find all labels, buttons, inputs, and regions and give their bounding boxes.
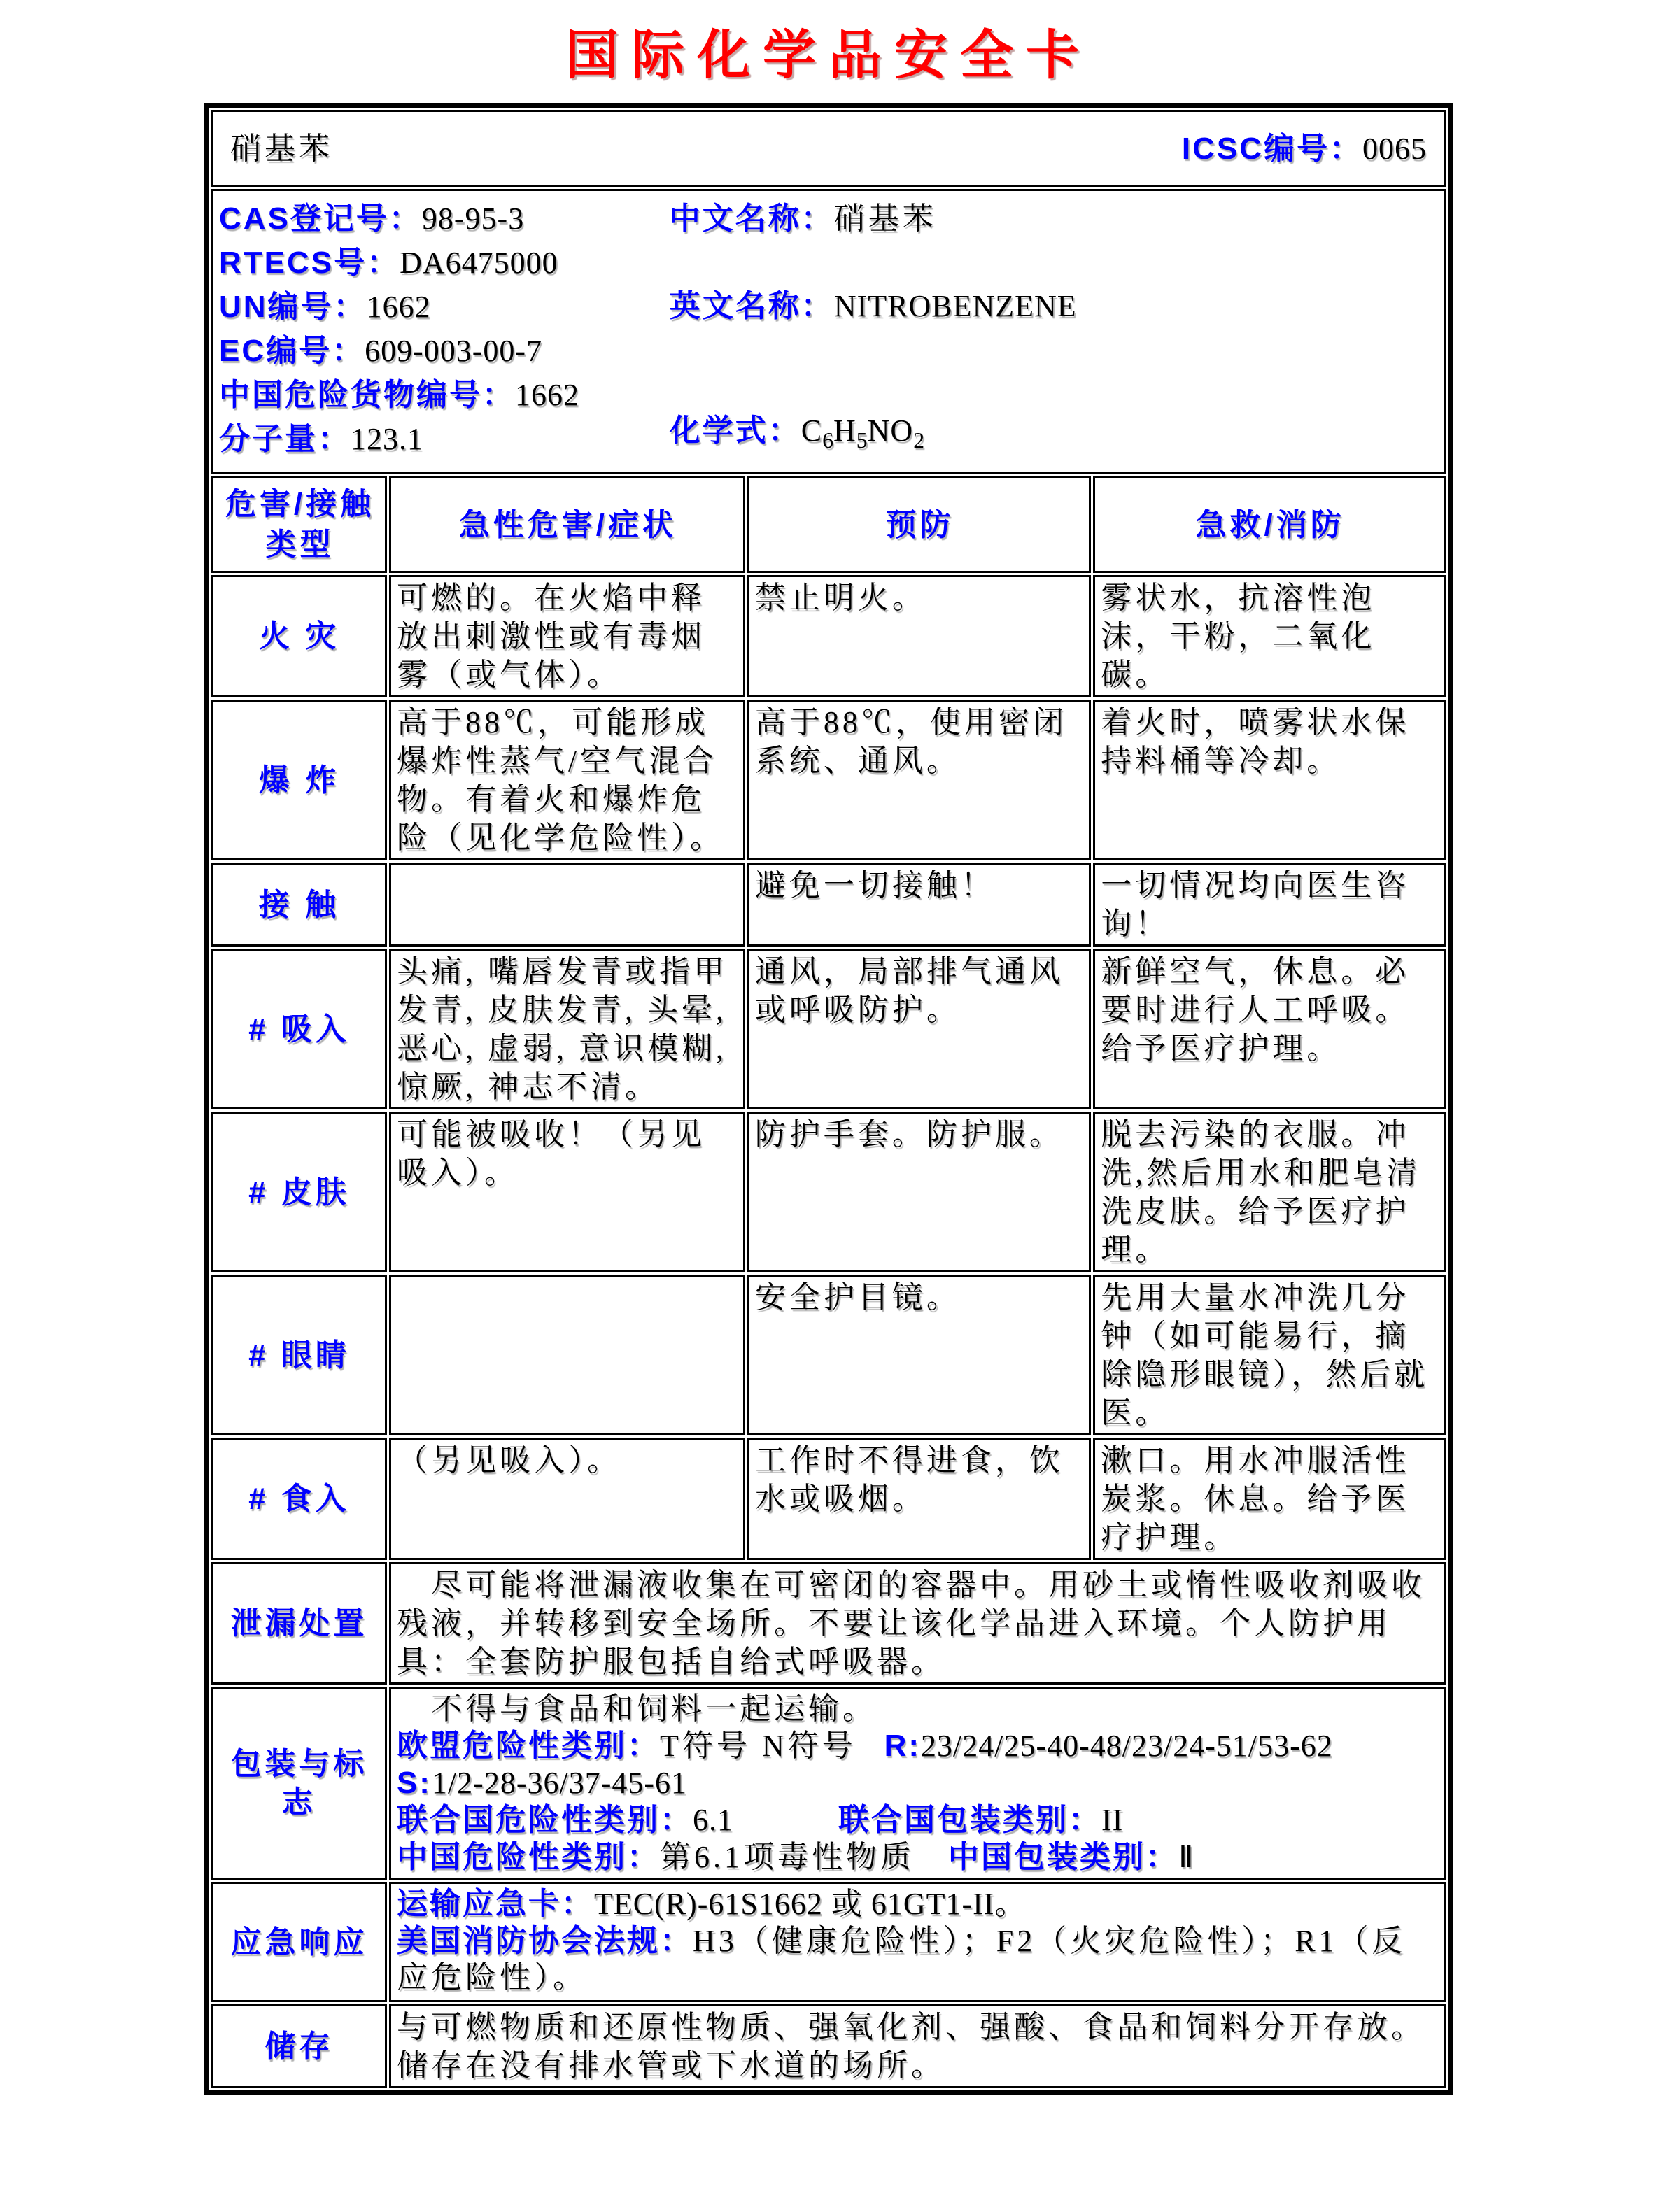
name-row <box>211 110 1446 187</box>
china-dg-number-line <box>219 377 670 413</box>
header-hazard-type-line1: 危害/接触 <box>225 487 375 521</box>
eyes-symptoms <box>389 1275 745 1435</box>
packing-cn-line <box>397 1839 1439 1876</box>
ec-value: 609-003-00-7 <box>365 334 543 368</box>
header-symptoms: 急性危害/症状 <box>389 476 745 573</box>
contact-symptoms <box>389 863 745 947</box>
nfpa-label: 美国消防协会法规： <box>396 1924 693 1958</box>
safety-card <box>204 103 1453 2095</box>
tec-label: 运输应急卡： <box>396 1887 594 1921</box>
un-label: UN编号： <box>219 290 367 324</box>
ingestion-label: # 食入 <box>211 1438 387 1560</box>
explosion-symptoms: 高于88℃，可能形成爆炸性蒸气/空气混合物。有着火和爆炸危险（见化学危险性）。 <box>389 700 745 860</box>
tec-line <box>397 1886 1439 1922</box>
icsc-value: 0065 <box>1362 131 1427 166</box>
tec-value: TEC(R)-61S1662 或 61GT1-II。 <box>593 1887 1027 1921</box>
emergency-label: 应急响应 <box>211 1882 387 2002</box>
english-name-value: NITROBENZENE <box>833 289 1077 323</box>
emergency-row <box>211 1882 1446 2002</box>
formula-label: 化学式： <box>669 413 801 448</box>
packing-eu-line <box>397 1728 1439 1764</box>
ec-label: EC编号： <box>219 334 365 368</box>
identifiers-row <box>211 189 1446 474</box>
packing-transport-note: 不得与食品和饲料一起运输。 <box>396 1692 877 1726</box>
chinese-name-line <box>670 201 1437 237</box>
explosion-response: 着火时，喷雾状水保持料桶等冷却。 <box>1093 700 1446 860</box>
chinese-name-label: 中文名称： <box>669 201 834 236</box>
china-dg-label: 中国危险货物编号： <box>219 378 515 412</box>
cn-class-value: 第6.1项毒性物质 <box>659 1840 915 1874</box>
skin-response: 脱去污染的衣服。冲洗,然后用水和肥皂清洗皮肤。给予医疗护理。 <box>1093 1112 1446 1272</box>
cn-pack-value: Ⅱ <box>1178 1840 1197 1874</box>
identifiers-right <box>669 201 1437 453</box>
chemical-formula: $C_6H_5NO_2$ <box>801 413 925 453</box>
packing-s-line <box>397 1765 1439 1801</box>
eu-class-label: 欧盟危险性类别： <box>396 1729 660 1763</box>
cn-pack-label: 中国包装类别： <box>947 1840 1178 1874</box>
storage-text: 与可燃物质和还原性物质、强氧化剂、强酸、食品和饲料分开存放。储存在没有排水管或下水道的场所。 <box>389 2004 1446 2088</box>
header-response: 急救/消防 <box>1093 476 1446 573</box>
packing-un-line <box>397 1802 1439 1838</box>
hazard-row-fire <box>211 575 1446 697</box>
fire-symptoms: 可燃的。在火焰中释放出刺激性或有毒烟雾（或气体）。 <box>389 575 745 697</box>
storage-row <box>211 2004 1446 2088</box>
inhalation-label: # 吸入 <box>211 949 387 1109</box>
eyes-label: # 眼睛 <box>211 1275 387 1435</box>
hazard-row-eyes <box>211 1275 1446 1435</box>
fire-response: 雾状水，抗溶性泡沫，干粉，二氧化碳。 <box>1093 575 1446 697</box>
eu-class-value: T符号 N符号 <box>659 1729 856 1763</box>
un-pack-value: II <box>1101 1803 1124 1837</box>
rtecs-label: RTECS号： <box>219 246 400 280</box>
hazard-header-row <box>211 476 1446 573</box>
ingestion-symptoms: （另见吸入）。 <box>389 1438 745 1560</box>
china-dg-value: 1662 <box>515 378 579 412</box>
contact-prevention: 避免一切接触！ <box>747 863 1091 947</box>
page-title: 国际化学品安全卡 <box>565 26 1092 85</box>
skin-prevention: 防护手套。防护服。 <box>747 1112 1091 1272</box>
molecular-weight-value: 123.1 <box>351 422 423 456</box>
s-phrases-label: S: <box>396 1766 432 1800</box>
rtecs-value: DA6475000 <box>400 246 558 280</box>
un-class-value: 6.1 <box>692 1803 733 1837</box>
spill-row <box>211 1562 1446 1685</box>
un-number-line <box>219 289 670 325</box>
english-name-line <box>670 288 1437 325</box>
cas-number-line <box>219 201 670 237</box>
skin-label: # 皮肤 <box>211 1112 387 1272</box>
packing-row <box>211 1687 1446 1880</box>
explosion-label: 爆 炸 <box>211 700 387 860</box>
contact-label: 接 触 <box>211 863 387 947</box>
storage-label: 储存 <box>211 2004 387 2088</box>
hazard-row-explosion <box>211 700 1446 860</box>
english-name-label: 英文名称： <box>669 289 834 323</box>
cn-class-label: 中国危险性类别： <box>396 1840 660 1874</box>
packing-label: 包装与标志 <box>211 1687 387 1880</box>
chinese-name-value: 硝基苯 <box>833 201 937 236</box>
hazard-row-inhalation <box>211 949 1446 1109</box>
r-phrases-value: 23/24/25-40-48/23/24-51/53-62 <box>921 1729 1333 1763</box>
nfpa-line <box>397 1923 1439 1996</box>
s-phrases-value: 1/2-28-36/37-45-61 <box>431 1766 688 1800</box>
header-hazard-type <box>211 476 387 573</box>
header-prevention: 预防 <box>747 476 1091 573</box>
ec-number-line <box>219 333 670 369</box>
emergency-content <box>389 1882 1446 2002</box>
inhalation-response: 新鲜空气，休息。必要时进行人工呼吸。给予医疗护理。 <box>1093 949 1446 1109</box>
identifiers-left <box>219 201 670 465</box>
hazard-row-ingestion <box>211 1438 1446 1560</box>
hazard-row-skin <box>211 1112 1446 1272</box>
spill-label: 泄漏处置 <box>211 1562 387 1685</box>
ingestion-prevention: 工作时不得进食，饮水或吸烟。 <box>747 1438 1091 1560</box>
cas-value: 98-95-3 <box>421 201 525 236</box>
r-phrases-label: R: <box>884 1729 922 1763</box>
identifiers-cell <box>211 189 1446 474</box>
packing-content <box>389 1687 1446 1880</box>
fire-label: 火 灾 <box>211 575 387 697</box>
inhalation-prevention: 通风，局部排气通风或呼吸防护。 <box>747 949 1091 1109</box>
ingestion-response: 漱口。用水冲服活性炭浆。休息。给予医疗护理。 <box>1093 1438 1446 1560</box>
hazard-row-contact <box>211 863 1446 947</box>
name-cell <box>211 110 1446 187</box>
cas-label: CAS登记号： <box>219 201 422 236</box>
header-hazard-type-line2: 类型 <box>265 527 334 562</box>
eyes-response: 先用大量水冲洗几分钟（如可能易行，摘除隐形眼镜），然后就医。 <box>1093 1275 1446 1435</box>
molecular-weight-line <box>219 421 670 458</box>
fire-prevention: 禁止明火。 <box>747 575 1091 697</box>
nfpa-value: H3（健康危险性）；F2（火灾危险性）；R1（反应危险性）。 <box>396 1924 1406 1994</box>
contact-response: 一切情况均向医生咨询！ <box>1093 863 1446 947</box>
spill-text: 尽可能将泄漏液收集在可密闭的容器中。用砂土或惰性吸收剂吸收残液，并转移到安全场所。不要让该化学品进入环境。个人防护用具：全套防护服包括自给式呼吸器。 <box>389 1562 1446 1685</box>
un-pack-label: 联合国包装类别： <box>838 1803 1101 1837</box>
chemical-name: 硝基苯 <box>230 131 333 166</box>
formula-line <box>669 413 1437 453</box>
skin-symptoms: 可能被吸收！（另见吸入）。 <box>389 1112 745 1272</box>
explosion-prevention: 高于88℃，使用密闭系统、通风。 <box>747 700 1091 860</box>
card-table <box>209 108 1448 2090</box>
un-class-label: 联合国危险性类别： <box>396 1803 693 1837</box>
rtecs-number-line <box>219 245 670 281</box>
icsc-number <box>1182 129 1427 168</box>
eyes-prevention: 安全护目镜。 <box>747 1275 1091 1435</box>
molecular-weight-label: 分子量： <box>219 422 351 456</box>
inhalation-symptoms: 头痛, 嘴唇发青或指甲发青, 皮肤发青, 头晕, 恶心, 虚弱, 意识模糊, 惊厥, 神志不清。 <box>389 949 745 1109</box>
un-value: 1662 <box>366 290 431 324</box>
icsc-label: ICSC编号： <box>1181 131 1362 166</box>
